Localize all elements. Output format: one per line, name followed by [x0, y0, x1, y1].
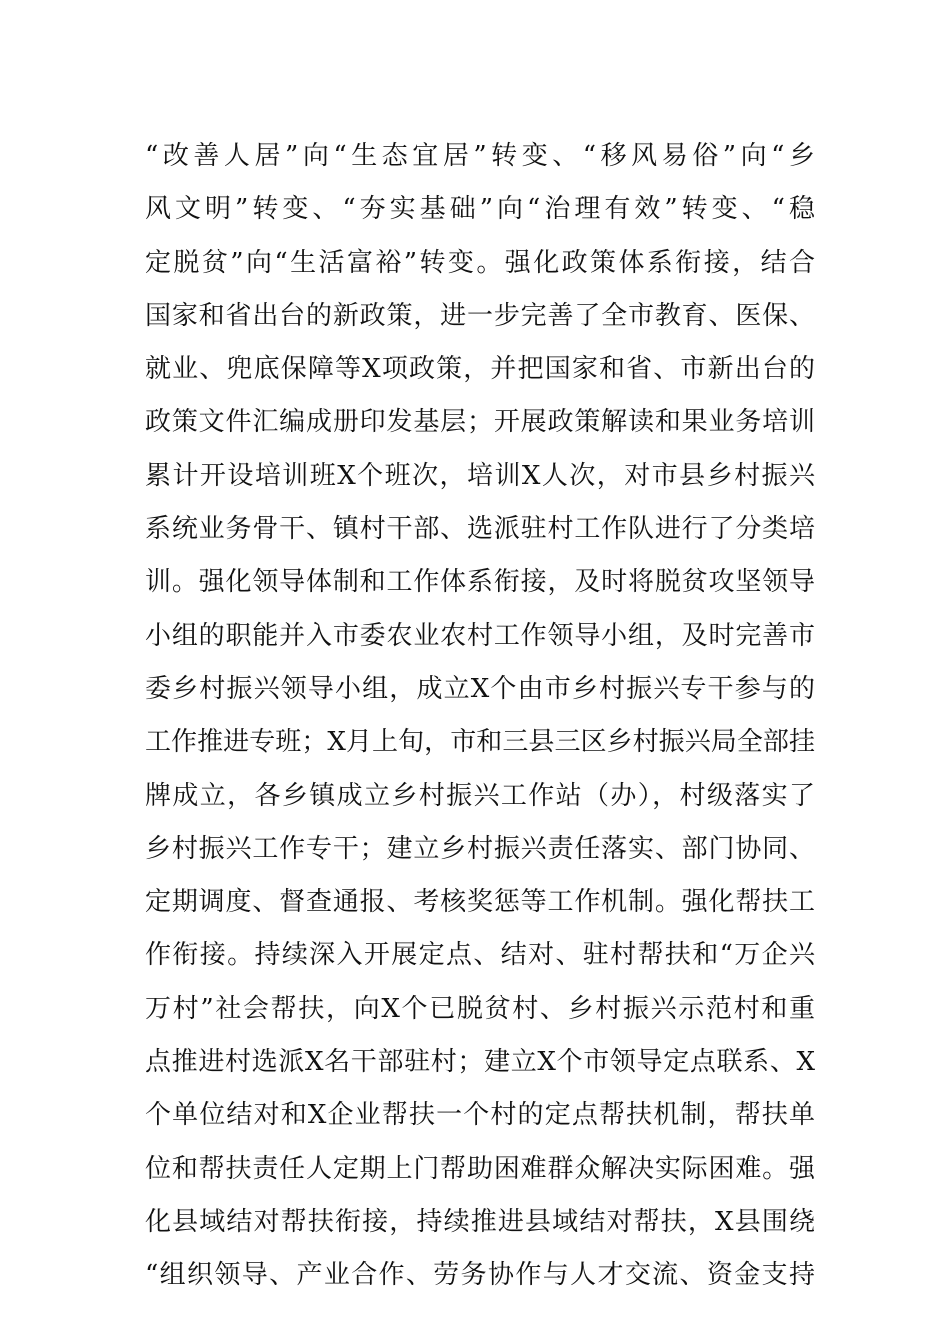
text-line: “改善人居”向“生态宜居”转变、“移风易俗”向“乡 — [145, 141, 815, 171]
text-line: 牌成立，各乡镇成立乡村振兴工作站（办），村级落实了 — [145, 780, 815, 811]
text-line: 万村”社会帮扶，向X个已脱贫村、乡村振兴示范村和重 — [145, 993, 815, 1024]
text-line: 个单位结对和X企业帮扶一个村的定点帮扶机制，帮扶单 — [145, 1100, 815, 1131]
text-line: “组织领导、产业合作、劳务协作与人才交流、资金支持 — [145, 1260, 815, 1291]
text-line: 委乡村振兴领导小组，成立X个由市乡村振兴专干参与的 — [145, 673, 815, 704]
text-line: 训。强化领导体制和工作体系衔接，及时将脱贫攻坚领导 — [145, 567, 815, 598]
text-line: 位和帮扶责任人定期上门帮助困难群众解决实际困难。强 — [145, 1153, 815, 1184]
text-line: 政策文件汇编成册印发基层；开展政策解读和果业务培训 — [145, 407, 815, 438]
text-line: 就业、兜底保障等X项政策，并把国家和省、市新出台的 — [145, 354, 815, 385]
text-line: 小组的职能并入市委农业农村工作领导小组，及时完善市 — [145, 620, 815, 651]
text-line: 作衔接。持续深入开展定点、结对、驻村帮扶和“万企兴 — [145, 940, 815, 971]
text-line: 化县域结对帮扶衔接，持续推进县域结对帮扶，X县围绕 — [145, 1206, 815, 1237]
text-line: 定脱贫”向“生活富裕”转变。强化政策体系衔接，结合 — [145, 247, 815, 278]
text-line: 国家和省出台的新政策，进一步完善了全市教育、医保、 — [145, 300, 815, 331]
text-line: 定期调度、督查通报、考核奖惩等工作机制。强化帮扶工 — [145, 887, 815, 918]
text-line: 乡村振兴工作专干；建立乡村振兴责任落实、部门协同、 — [145, 833, 815, 864]
text-line: 累计开设培训班X个班次，培训X人次，对市县乡村振兴 — [145, 460, 815, 491]
text-line: 系统业务骨干、镇村干部、选派驻村工作队进行了分类培 — [145, 514, 815, 545]
text-line: 风文明”转变、“夯实基础”向“治理有效”转变、“稳 — [145, 194, 815, 225]
body-text — [145, 130, 815, 1303]
text-line: 工作推进专班；X月上旬，市和三县三区乡村振兴局全部挂 — [145, 727, 815, 758]
text-line: 点推进村选派X名干部驻村；建立X个市领导定点联系、X — [145, 1047, 815, 1078]
